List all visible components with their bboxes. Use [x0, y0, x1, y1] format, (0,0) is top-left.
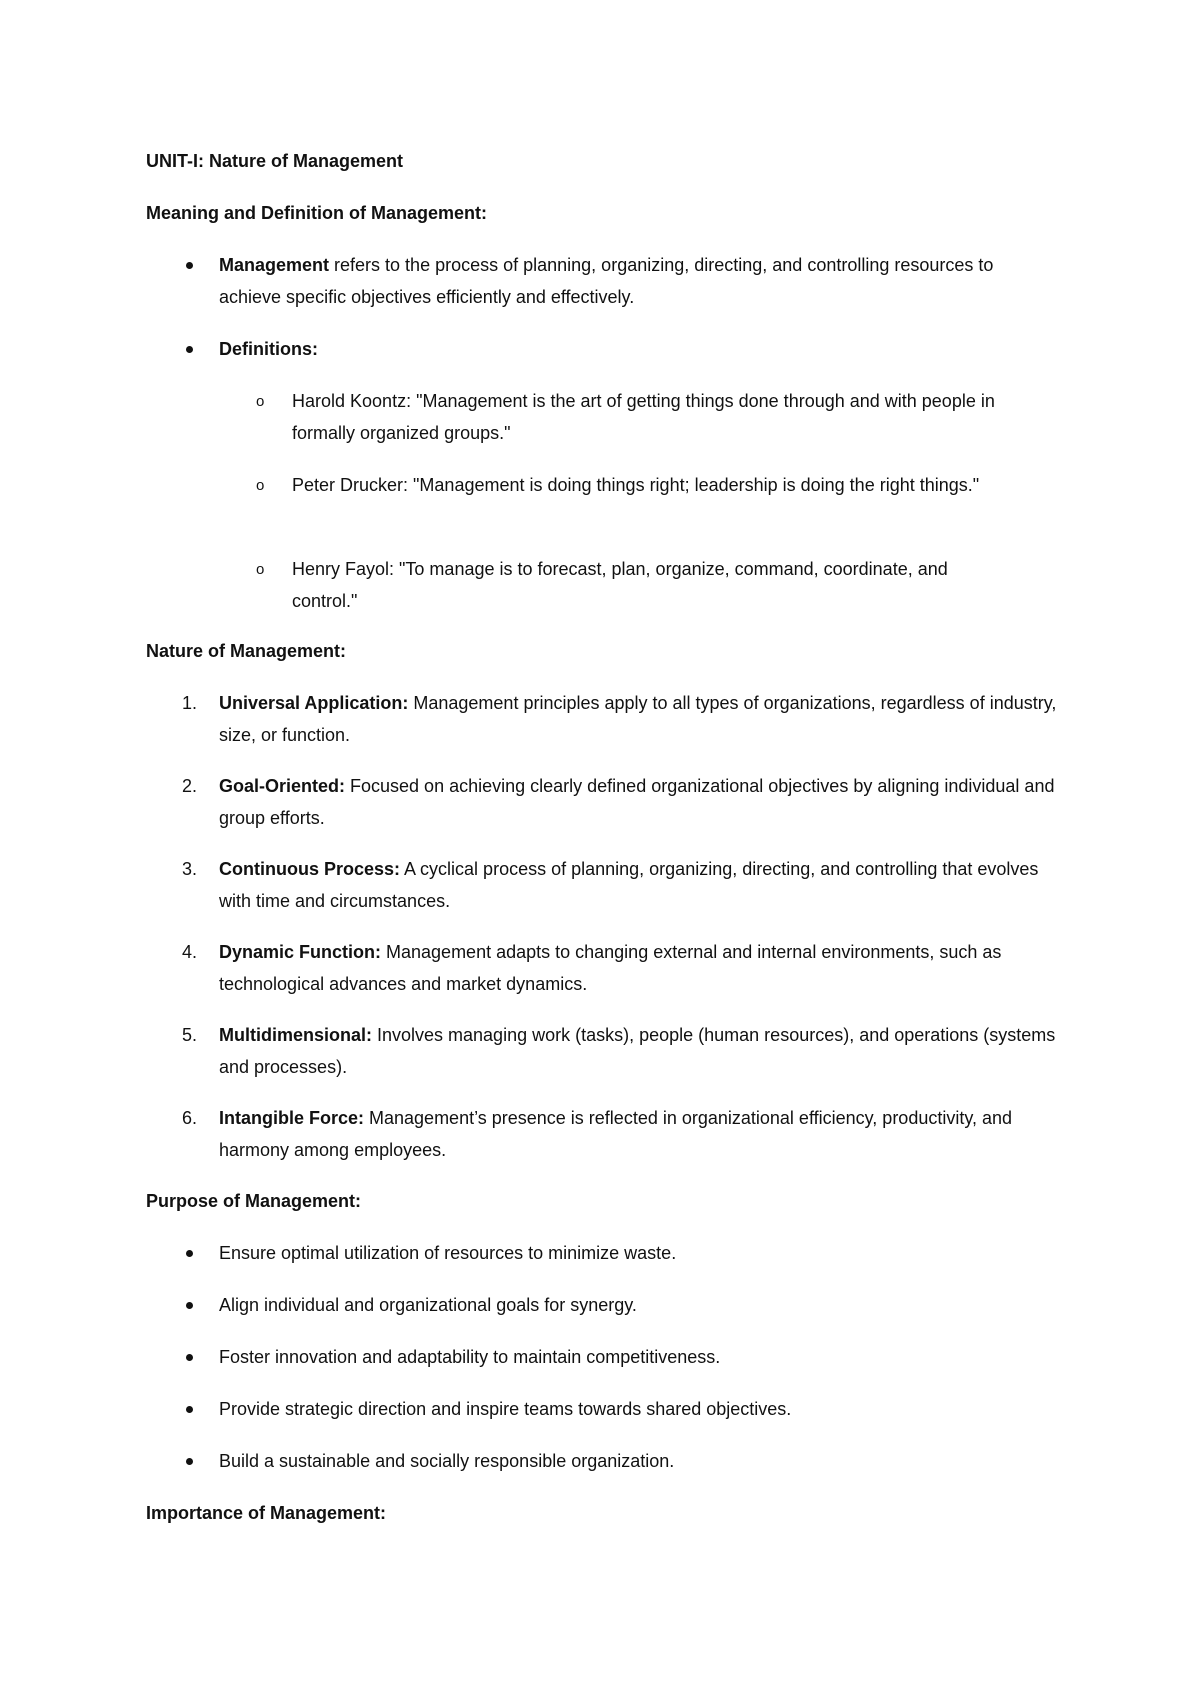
bullet-icon: [186, 1302, 193, 1309]
purpose-list-item: [186, 1446, 1066, 1478]
definition-item: [256, 554, 1016, 617]
definition-text: Henry Fayol: "To manage is to forecast, plan, organize, command, coordinate, and control.": [292, 559, 948, 611]
purpose-list-item: [186, 1290, 1066, 1322]
list-number: 1.: [182, 693, 198, 713]
nature-description: A cyclical process of planning, organizing, directing, and controlling that evolves with time and circumstances.: [219, 859, 1039, 911]
purpose-list-item: [186, 1238, 1066, 1270]
list-number: 4.: [182, 942, 198, 962]
nature-term: Intangible Force:: [219, 1108, 365, 1128]
definition-text: Harold Koontz: "Management is the art of getting things done through and with people in formally organized groups.": [292, 391, 995, 443]
list-number: 5.: [182, 1025, 198, 1045]
nature-heading: Nature of Management:: [146, 641, 347, 661]
sub-bullet-icon: o: [256, 561, 265, 578]
purpose-text: Ensure optimal utilization of resources to minimize waste.: [219, 1243, 677, 1263]
bullet-icon: [186, 1406, 193, 1413]
nature-description: Focused on achieving clearly defined organizational objectives by aligning individual and group efforts.: [219, 776, 1055, 828]
definition-text: Peter Drucker: "Management is doing things right; leadership is doing the right things.": [292, 475, 980, 495]
definitions-bullet-item: [186, 334, 1006, 366]
purpose-text: Align individual and organizational goals for synergy.: [219, 1295, 637, 1315]
bullet-icon: [186, 346, 193, 353]
purpose-text: Provide strategic direction and inspire teams towards shared objectives.: [219, 1399, 792, 1419]
nature-term: Continuous Process:: [219, 859, 401, 879]
nature-term: Goal-Oriented:: [219, 776, 346, 796]
nature-term: Dynamic Function:: [219, 942, 382, 962]
importance-heading: Importance of Management:: [146, 1503, 387, 1523]
nature-term: Multidimensional:: [219, 1025, 372, 1045]
nature-description: Management adapts to changing external and internal environments, such as technological advances and market dynamics.: [219, 942, 1002, 994]
sub-bullet-icon: o: [256, 393, 265, 410]
nature-description: Management’s presence is reflected in organizational efficiency, productivity, and harmony among employees.: [219, 1108, 1013, 1160]
nature-description: Involves managing work (tasks), people (human resources), and operations (systems and processes).: [219, 1025, 1056, 1077]
nature-list-item: [182, 688, 1062, 751]
nature-list-item: [182, 1020, 1062, 1083]
definition-item: [256, 470, 1016, 502]
bullet-icon: [186, 1458, 193, 1465]
management-description: refers to the process of planning, organizing, directing, and controlling resources to achieve specific objectives efficiently and effectively.: [219, 255, 994, 307]
bullet-icon: [186, 262, 193, 269]
purpose-list-item: [186, 1394, 1066, 1426]
nature-term: Universal Application:: [219, 693, 409, 713]
meaning-heading: Meaning and Definition of Management:: [146, 203, 487, 223]
nature-list-item: [182, 1103, 1062, 1166]
purpose-text: Build a sustainable and socially responsible organization.: [219, 1451, 675, 1471]
list-number: 6.: [182, 1108, 198, 1128]
purpose-list-item: [186, 1342, 1066, 1374]
list-number: 2.: [182, 776, 198, 796]
bullet-icon: [186, 1250, 193, 1257]
management-bullet-text: [219, 250, 1006, 313]
nature-list-item: [182, 771, 1062, 834]
nature-description: Management principles apply to all types of organizations, regardless of industry, size, or function.: [219, 693, 1057, 745]
management-bullet-item: [186, 250, 1006, 313]
nature-list-item: [182, 854, 1062, 917]
purpose-heading: Purpose of Management:: [146, 1191, 362, 1211]
nature-list-item: [182, 937, 1062, 1000]
purpose-text: Foster innovation and adaptability to maintain competitiveness.: [219, 1347, 721, 1367]
list-number: 3.: [182, 859, 198, 879]
sub-bullet-icon: o: [256, 477, 265, 494]
bullet-icon: [186, 1354, 193, 1361]
definitions-label: Definitions:: [219, 339, 318, 359]
management-term: Management: [219, 255, 330, 275]
unit-title: UNIT-I: Nature of Management: [146, 151, 404, 171]
definition-item: [256, 386, 1016, 449]
